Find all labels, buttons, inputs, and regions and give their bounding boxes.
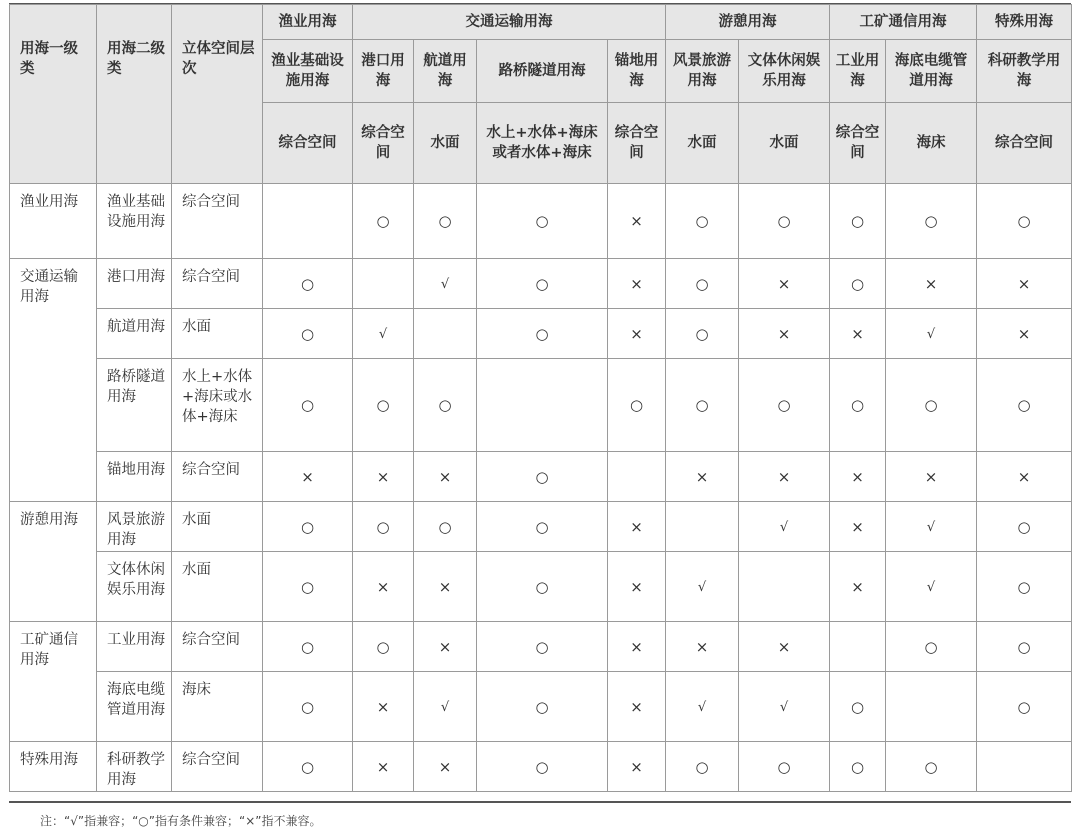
row-space: 综合空间 bbox=[172, 184, 263, 259]
compatibility-cell bbox=[353, 552, 414, 622]
conditional-symbol: ○ bbox=[535, 274, 549, 293]
incompatible-symbol: × bbox=[777, 274, 791, 293]
compatibility-cell bbox=[263, 309, 353, 359]
compatibility-cell bbox=[477, 359, 608, 452]
header-group-fishery: 渔业用海 bbox=[263, 5, 353, 40]
header-row-groups bbox=[10, 5, 1072, 40]
row-level2: 科研教学用海 bbox=[97, 742, 172, 792]
table-row bbox=[10, 184, 1072, 259]
row-level2: 渔业基础设施用海 bbox=[97, 184, 172, 259]
conditional-symbol: ○ bbox=[777, 396, 791, 414]
compatibility-cell bbox=[666, 359, 739, 452]
header-subtype: 科研教学用海 bbox=[977, 40, 1072, 103]
compatibility-cell bbox=[477, 672, 608, 742]
compatible-symbol: √ bbox=[440, 276, 450, 292]
compatibility-cell bbox=[353, 622, 414, 672]
row-level1: 交通运输用海 bbox=[10, 259, 97, 502]
compatibility-cell bbox=[739, 552, 830, 622]
header-subtype: 锚地用海 bbox=[608, 40, 666, 103]
conditional-symbol: ○ bbox=[438, 396, 452, 414]
compatibility-cell bbox=[263, 502, 353, 552]
header-space-level: 海床 bbox=[886, 103, 977, 184]
conditional-symbol: ○ bbox=[1017, 396, 1031, 414]
compatibility-cell bbox=[977, 309, 1072, 359]
compatibility-cell bbox=[477, 502, 608, 552]
compatibility-cell bbox=[886, 672, 977, 742]
incompatible-symbol: × bbox=[630, 517, 643, 536]
conditional-symbol: ○ bbox=[300, 637, 315, 656]
incompatible-symbol: × bbox=[1017, 324, 1031, 343]
conditional-symbol: ○ bbox=[300, 697, 315, 716]
compatibility-cell bbox=[886, 309, 977, 359]
compatibility-cell bbox=[414, 552, 477, 622]
compatibility-cell bbox=[353, 359, 414, 452]
compatibility-cell bbox=[830, 309, 886, 359]
compatibility-cell bbox=[608, 552, 666, 622]
compatibility-cell bbox=[263, 259, 353, 309]
incompatible-symbol: × bbox=[630, 577, 643, 596]
compatibility-cell bbox=[353, 259, 414, 309]
row-level2: 工业用海 bbox=[97, 622, 172, 672]
conditional-symbol: ○ bbox=[535, 212, 549, 230]
conditional-symbol: ○ bbox=[376, 212, 390, 230]
incompatible-symbol: × bbox=[851, 517, 864, 536]
header-space-level: 综合空间 bbox=[977, 103, 1072, 184]
incompatible-symbol: × bbox=[630, 324, 643, 343]
conditional-symbol: ○ bbox=[300, 757, 315, 776]
row-level2: 航道用海 bbox=[97, 309, 172, 359]
table-row bbox=[10, 359, 1072, 452]
incompatible-symbol: × bbox=[630, 637, 643, 656]
header-space-level: 水面 bbox=[666, 103, 739, 184]
header-subtype: 海底电缆管道用海 bbox=[886, 40, 977, 103]
header-group-recreation: 游憩用海 bbox=[666, 5, 830, 40]
table-note: 注：“√”指兼容；“○”指有条件兼容；“×”指不兼容。 bbox=[40, 814, 322, 828]
incompatible-symbol: × bbox=[695, 637, 709, 656]
incompatible-symbol: × bbox=[438, 467, 452, 486]
compatible-symbol: √ bbox=[926, 519, 936, 535]
compatibility-cell bbox=[830, 672, 886, 742]
compatibility-cell bbox=[414, 452, 477, 502]
compatibility-cell bbox=[666, 552, 739, 622]
conditional-symbol: ○ bbox=[535, 637, 549, 656]
compatibility-cell bbox=[977, 359, 1072, 452]
compatibility-cell bbox=[477, 742, 608, 792]
header-subtype: 路桥隧道用海 bbox=[477, 40, 608, 103]
compatibility-cell bbox=[886, 502, 977, 552]
compatibility-cell bbox=[739, 742, 830, 792]
incompatible-symbol: × bbox=[777, 637, 791, 656]
compatibility-cell bbox=[477, 552, 608, 622]
compatibility-cell bbox=[830, 259, 886, 309]
compatibility-cell bbox=[886, 184, 977, 259]
compatibility-cell bbox=[886, 622, 977, 672]
compatibility-cell bbox=[739, 672, 830, 742]
conditional-symbol: ○ bbox=[376, 396, 390, 414]
incompatible-symbol: × bbox=[851, 577, 864, 596]
header-subtype: 港口用海 bbox=[353, 40, 414, 103]
compatibility-cell bbox=[263, 742, 353, 792]
compatible-symbol: √ bbox=[697, 579, 707, 595]
compatibility-cell bbox=[353, 742, 414, 792]
row-level1: 特殊用海 bbox=[10, 742, 97, 792]
header-subtype: 渔业基础设施用海 bbox=[263, 40, 353, 103]
conditional-symbol: ○ bbox=[300, 274, 315, 293]
header-space-level: 综合空间 bbox=[608, 103, 666, 184]
compatibility-cell bbox=[608, 622, 666, 672]
header-subtype: 航道用海 bbox=[414, 40, 477, 103]
compatibility-cell bbox=[477, 622, 608, 672]
incompatible-symbol: × bbox=[1017, 467, 1031, 486]
conditional-symbol: ○ bbox=[1017, 212, 1031, 230]
row-level2: 路桥隧道用海 bbox=[97, 359, 172, 452]
conditional-symbol: ○ bbox=[777, 757, 791, 776]
incompatible-symbol: × bbox=[630, 274, 643, 293]
compatibility-cell bbox=[414, 184, 477, 259]
conditional-symbol: ○ bbox=[629, 396, 644, 414]
compatibility-cell bbox=[830, 452, 886, 502]
incompatible-symbol: × bbox=[301, 467, 314, 486]
compatibility-cell bbox=[353, 309, 414, 359]
compatibility-cell bbox=[830, 502, 886, 552]
conditional-symbol: ○ bbox=[695, 324, 709, 343]
header-subtype: 风景旅游用海 bbox=[666, 40, 739, 103]
compatible-symbol: √ bbox=[926, 579, 936, 595]
compatibility-cell bbox=[608, 309, 666, 359]
compatibility-cell bbox=[977, 622, 1072, 672]
compatibility-cell bbox=[739, 309, 830, 359]
compatible-symbol: √ bbox=[440, 699, 450, 715]
conditional-symbol: ○ bbox=[850, 757, 865, 776]
compatibility-cell bbox=[977, 184, 1072, 259]
compatibility-cell bbox=[666, 742, 739, 792]
row-space: 综合空间 bbox=[172, 259, 263, 309]
compatibility-cell bbox=[263, 359, 353, 452]
compatibility-cell bbox=[886, 452, 977, 502]
table-row bbox=[10, 742, 1072, 792]
conditional-symbol: ○ bbox=[924, 757, 938, 776]
compatibility-cell bbox=[666, 259, 739, 309]
compatible-symbol: √ bbox=[378, 326, 388, 342]
compatibility-cell bbox=[886, 552, 977, 622]
compatibility-cell bbox=[666, 672, 739, 742]
row-level2: 锚地用海 bbox=[97, 452, 172, 502]
header-group-transport: 交通运输用海 bbox=[353, 5, 666, 40]
compatibility-cell bbox=[977, 259, 1072, 309]
compatibility-cell bbox=[666, 309, 739, 359]
table-row bbox=[10, 502, 1072, 552]
compatible-symbol: √ bbox=[779, 699, 789, 715]
incompatible-symbol: × bbox=[376, 577, 390, 596]
incompatible-symbol: × bbox=[924, 274, 938, 293]
incompatible-symbol: × bbox=[851, 467, 864, 486]
compatibility-cell bbox=[977, 742, 1072, 792]
table-row bbox=[10, 452, 1072, 502]
compatibility-cell bbox=[886, 259, 977, 309]
table-body bbox=[10, 184, 1072, 792]
row-level2: 海底电缆管道用海 bbox=[97, 672, 172, 742]
compatibility-cell bbox=[830, 622, 886, 672]
incompatible-symbol: × bbox=[924, 467, 938, 486]
compatibility-cell bbox=[263, 672, 353, 742]
row-space: 综合空间 bbox=[172, 452, 263, 502]
compatibility-cell bbox=[977, 502, 1072, 552]
conditional-symbol: ○ bbox=[695, 212, 709, 230]
compatibility-cell bbox=[477, 309, 608, 359]
incompatible-symbol: × bbox=[376, 697, 390, 716]
incompatible-symbol: × bbox=[851, 324, 864, 343]
row-space: 水上+水体+海床或水体+海床 bbox=[172, 359, 263, 452]
conditional-symbol: ○ bbox=[1017, 697, 1031, 716]
table-row bbox=[10, 309, 1072, 359]
row-space: 综合空间 bbox=[172, 742, 263, 792]
incompatible-symbol: × bbox=[777, 467, 791, 486]
compatibility-cell bbox=[353, 452, 414, 502]
compatibility-cell bbox=[414, 622, 477, 672]
row-level1: 工矿通信用海 bbox=[10, 622, 97, 742]
conditional-symbol: ○ bbox=[376, 637, 390, 656]
compatibility-cell bbox=[666, 184, 739, 259]
row-space: 海床 bbox=[172, 672, 263, 742]
compatibility-cell bbox=[353, 502, 414, 552]
header-space-level: 综合空间 bbox=[353, 103, 414, 184]
compatibility-cell bbox=[886, 359, 977, 452]
compatibility-cell bbox=[666, 502, 739, 552]
conditional-symbol: ○ bbox=[1017, 577, 1031, 596]
incompatible-symbol: × bbox=[438, 757, 452, 776]
conditional-symbol: ○ bbox=[777, 212, 791, 230]
compatibility-cell bbox=[414, 742, 477, 792]
incompatible-symbol: × bbox=[630, 757, 643, 776]
conditional-symbol: ○ bbox=[535, 517, 549, 536]
compatibility-cell bbox=[414, 259, 477, 309]
table-row bbox=[10, 259, 1072, 309]
compatibility-cell bbox=[477, 452, 608, 502]
header-subtype: 文体休闲娱乐用海 bbox=[739, 40, 830, 103]
compatible-symbol: √ bbox=[926, 326, 936, 342]
compatibility-cell bbox=[608, 742, 666, 792]
conditional-symbol: ○ bbox=[850, 274, 865, 293]
compatibility-cell bbox=[263, 552, 353, 622]
conditional-symbol: ○ bbox=[300, 396, 315, 414]
conditional-symbol: ○ bbox=[300, 577, 315, 596]
conditional-symbol: ○ bbox=[695, 757, 709, 776]
compatibility-cell bbox=[414, 309, 477, 359]
conditional-symbol: ○ bbox=[850, 212, 865, 230]
incompatible-symbol: × bbox=[1017, 274, 1031, 293]
compatibility-cell bbox=[414, 359, 477, 452]
compatibility-cell bbox=[739, 622, 830, 672]
header-space-level: 水上+水体+海床或者水体+海床 bbox=[477, 103, 608, 184]
conditional-symbol: ○ bbox=[300, 517, 315, 536]
compatibility-cell bbox=[608, 184, 666, 259]
header-level1: 用海一级类 bbox=[10, 5, 97, 184]
conditional-symbol: ○ bbox=[535, 697, 549, 716]
compatibility-cell bbox=[739, 259, 830, 309]
header-space-level: 综合空间 bbox=[830, 103, 886, 184]
compatibility-cell bbox=[739, 502, 830, 552]
compatibility-cell bbox=[739, 452, 830, 502]
conditional-symbol: ○ bbox=[695, 274, 709, 293]
compatibility-cell bbox=[477, 259, 608, 309]
incompatible-symbol: × bbox=[438, 637, 452, 656]
conditional-symbol: ○ bbox=[1017, 517, 1031, 536]
conditional-symbol: ○ bbox=[850, 396, 865, 414]
compatibility-cell bbox=[830, 742, 886, 792]
table-row bbox=[10, 622, 1072, 672]
compatibility-cell bbox=[477, 184, 608, 259]
header-space-level: 水面 bbox=[414, 103, 477, 184]
row-level2: 文体休闲娱乐用海 bbox=[97, 552, 172, 622]
compatibility-cell bbox=[608, 359, 666, 452]
row-space: 水面 bbox=[172, 552, 263, 622]
compatibility-cell bbox=[353, 184, 414, 259]
compatibility-cell bbox=[977, 672, 1072, 742]
compatibility-cell bbox=[353, 672, 414, 742]
compatibility-cell bbox=[977, 552, 1072, 622]
conditional-symbol: ○ bbox=[438, 212, 452, 230]
incompatible-symbol: × bbox=[376, 757, 390, 776]
conditional-symbol: ○ bbox=[924, 637, 938, 656]
incompatible-symbol: × bbox=[630, 212, 643, 230]
row-level2: 风景旅游用海 bbox=[97, 502, 172, 552]
compatibility-cell bbox=[414, 502, 477, 552]
header-group-industry: 工矿通信用海 bbox=[830, 5, 977, 40]
compatibility-cell bbox=[830, 359, 886, 452]
conditional-symbol: ○ bbox=[850, 697, 865, 716]
header-space: 立体空间层次 bbox=[172, 5, 263, 184]
compatibility-cell bbox=[608, 259, 666, 309]
header-space-level: 综合空间 bbox=[263, 103, 353, 184]
conditional-symbol: ○ bbox=[535, 577, 549, 596]
row-space: 水面 bbox=[172, 502, 263, 552]
compatibility-cell bbox=[977, 452, 1072, 502]
compatibility-cell bbox=[830, 552, 886, 622]
conditional-symbol: ○ bbox=[1017, 637, 1031, 656]
compatibility-cell bbox=[608, 672, 666, 742]
conditional-symbol: ○ bbox=[695, 396, 709, 414]
compatibility-cell bbox=[739, 359, 830, 452]
incompatible-symbol: × bbox=[777, 324, 791, 343]
compatibility-cell bbox=[666, 452, 739, 502]
compatibility-cell bbox=[886, 742, 977, 792]
compatibility-cell bbox=[414, 672, 477, 742]
row-space: 综合空间 bbox=[172, 622, 263, 672]
compatibility-cell bbox=[608, 452, 666, 502]
incompatible-symbol: × bbox=[695, 467, 709, 486]
compatibility-cell bbox=[666, 622, 739, 672]
compatibility-cell bbox=[608, 502, 666, 552]
incompatible-symbol: × bbox=[376, 467, 390, 486]
row-level2: 港口用海 bbox=[97, 259, 172, 309]
row-level1: 游憩用海 bbox=[10, 502, 97, 622]
header-level2: 用海二级类 bbox=[97, 5, 172, 184]
conditional-symbol: ○ bbox=[300, 324, 315, 343]
header-space-level: 水面 bbox=[739, 103, 830, 184]
compatible-symbol: √ bbox=[779, 519, 789, 535]
compatibility-cell bbox=[739, 184, 830, 259]
table-row bbox=[10, 672, 1072, 742]
conditional-symbol: ○ bbox=[376, 517, 390, 536]
row-space: 水面 bbox=[172, 309, 263, 359]
conditional-symbol: ○ bbox=[924, 396, 938, 414]
row-level1: 渔业用海 bbox=[10, 184, 97, 259]
header-group-special: 特殊用海 bbox=[977, 5, 1072, 40]
incompatible-symbol: × bbox=[438, 577, 452, 596]
compatibility-cell bbox=[263, 622, 353, 672]
compatible-symbol: √ bbox=[697, 699, 707, 715]
conditional-symbol: ○ bbox=[535, 467, 549, 486]
compatibility-cell bbox=[263, 452, 353, 502]
conditional-symbol: ○ bbox=[535, 757, 549, 776]
conditional-symbol: ○ bbox=[535, 324, 549, 343]
conditional-symbol: ○ bbox=[438, 517, 452, 536]
header-subtype: 工业用海 bbox=[830, 40, 886, 103]
compatibility-cell bbox=[263, 184, 353, 259]
sea-use-compatibility-table bbox=[9, 4, 1072, 792]
compatibility-cell bbox=[830, 184, 886, 259]
incompatible-symbol: × bbox=[630, 697, 643, 716]
conditional-symbol: ○ bbox=[924, 212, 938, 230]
table-row bbox=[10, 552, 1072, 622]
bottom-rule bbox=[9, 801, 1071, 803]
